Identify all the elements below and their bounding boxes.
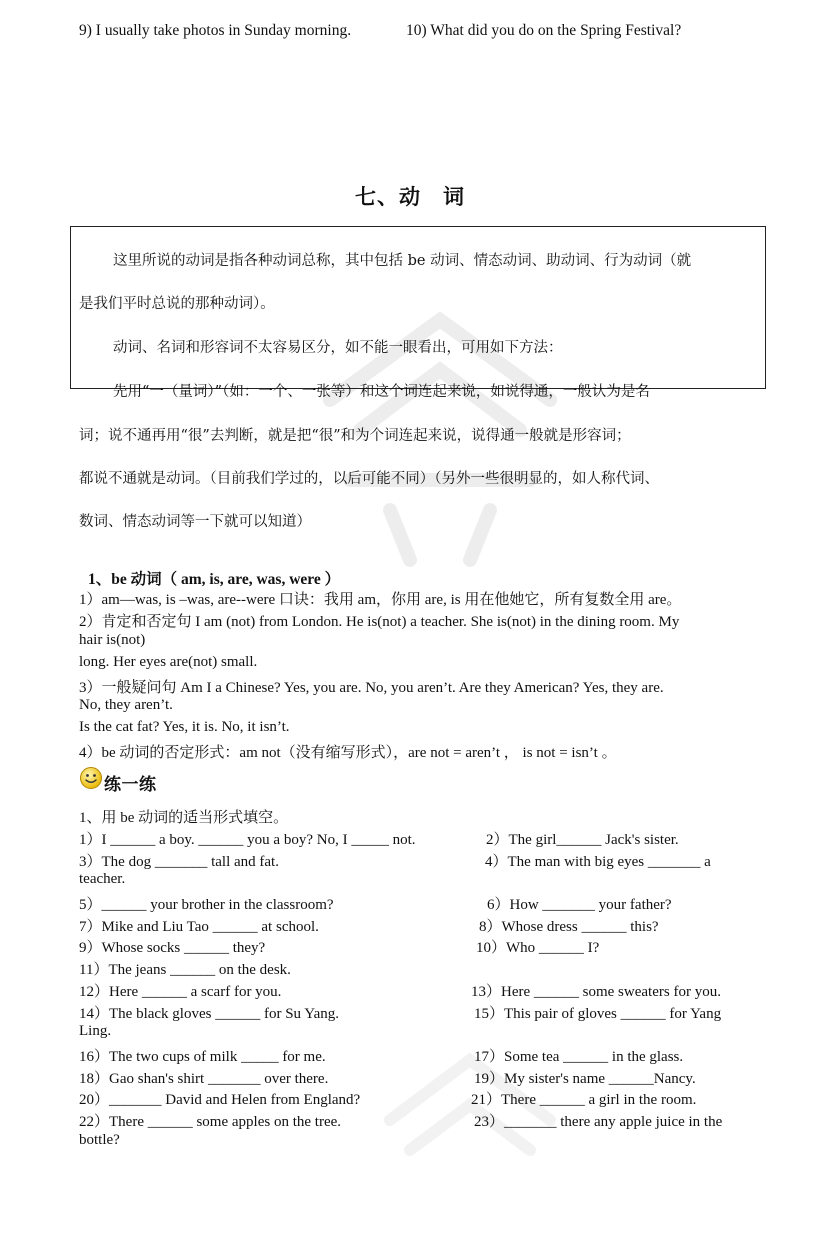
- practice-title: 练一练: [104, 775, 157, 795]
- intro-line-5: 词；说不通再用“很”去判断，就是把“很”和为个词连起来说，说得通一般就是形容词；: [79, 428, 631, 444]
- practice-q21: 21）There ______ a girl in the room.: [471, 1092, 697, 1108]
- practice-q20: 20）_______ David and Helen from England?: [79, 1092, 361, 1108]
- practice-instruction: 1、用 be 动词的适当形式填空。: [79, 810, 289, 826]
- practice-q8: 8）Whose dress ______ this?: [479, 919, 659, 935]
- section-title: 七、动 词: [355, 185, 465, 209]
- practice-q2: 2）The girl______ Jack's sister.: [486, 832, 679, 848]
- practice-q23: 23）_______ there any apple juice in the: [474, 1114, 723, 1130]
- be-heading: 1、be 动词（ am, is, are, was, were ）: [88, 571, 341, 588]
- be-point-3a: 3）一般疑问句 Am I a Chinese? Yes, you are. No, you aren’t. Are they American? Yes, they are.: [79, 680, 664, 696]
- practice-q9: 9）Whose socks ______ they?: [79, 940, 266, 956]
- practice-q14: 14）The black gloves ______ for Su Yang.: [79, 1006, 339, 1022]
- practice-q5: 5）______ your brother in the classroom?: [79, 897, 334, 913]
- practice-q4-cont: teacher.: [79, 871, 126, 887]
- practice-q7: 7）Mike and Liu Tao ______ at school.: [79, 919, 319, 935]
- smiley-icon: [79, 766, 103, 790]
- practice-q19: 19）My sister's name ______Nancy.: [474, 1071, 696, 1087]
- be-point-2a: 2）肯定和否定句 I am (not) from London. He is(not) a teacher. She is(not) in the dining room. My: [79, 614, 680, 630]
- practice-q3: 3）The dog _______ tall and fat.: [79, 854, 279, 870]
- top-question-10: 10) What did you do on the Spring Festival?: [406, 22, 682, 39]
- be-point-3b: No, they aren’t.: [79, 697, 173, 713]
- practice-q17: 17）Some tea ______ in the glass.: [474, 1049, 684, 1065]
- practice-q22: 22）There ______ some apples on the tree.: [79, 1114, 342, 1130]
- practice-q23-cont: bottle?: [79, 1132, 120, 1148]
- practice-q11: 11）The jeans ______ on the desk.: [79, 962, 291, 978]
- practice-q16: 16）The two cups of milk _____ for me.: [79, 1049, 326, 1065]
- top-question-9: 9) I usually take photos in Sunday morning.: [79, 22, 352, 39]
- practice-q15: 15）This pair of gloves ______ for Yang: [474, 1006, 722, 1022]
- intro-line-4: 先用“一（量词）”（如：一个、一张等）和这个词连起来说，如说得通，一般认为是名: [113, 384, 650, 400]
- be-point-2c: long. Her eyes are(not) small.: [79, 654, 258, 670]
- be-point-3c: Is the cat fat? Yes, it is. No, it isn’t.: [79, 719, 290, 735]
- practice-q13: 13）Here ______ some sweaters for you.: [471, 984, 721, 1000]
- practice-q1: 1）I ______ a boy. ______ you a boy? No, I _____ not.: [79, 832, 416, 848]
- be-point-4: 4）be 动词的否定形式：am not（没有缩写形式），are not = aren’t ， is not = isn’t 。: [79, 745, 617, 761]
- intro-line-6: 都说不通就是动词。（目前我们学过的，以后可能不同）（另外一些很明显的，如人称代词、: [79, 471, 659, 487]
- be-point-1: 1）am—was, is –was, are--were 口诀：我用 am，你用 are, is 用在他她它，所有复数全用 are。: [79, 592, 682, 608]
- practice-q4: 4）The man with big eyes _______ a: [485, 854, 711, 870]
- intro-line-1: 这里所说的动词是指各种动词总称，其中包括 be 动词、情态动词、助动词、行为动词（就: [113, 253, 692, 269]
- intro-line-3: 动词、名词和形容词不太容易区分，如不能一眼看出，可用如下方法：: [113, 340, 563, 356]
- be-point-2b: hair is(not): [79, 632, 146, 648]
- intro-line-7: 数词、情态动词等一下就可以知道）: [79, 514, 311, 530]
- practice-q10: 10）Who ______ I?: [476, 940, 600, 956]
- practice-q6: 6）How _______ your father?: [487, 897, 672, 913]
- practice-q12: 12）Here ______ a scarf for you.: [79, 984, 282, 1000]
- intro-line-2: 是我们平时总说的那种动词）。: [79, 296, 275, 312]
- practice-q18: 18）Gao shan's shirt _______ over there.: [79, 1071, 329, 1087]
- practice-q15-cont: Ling.: [79, 1023, 112, 1039]
